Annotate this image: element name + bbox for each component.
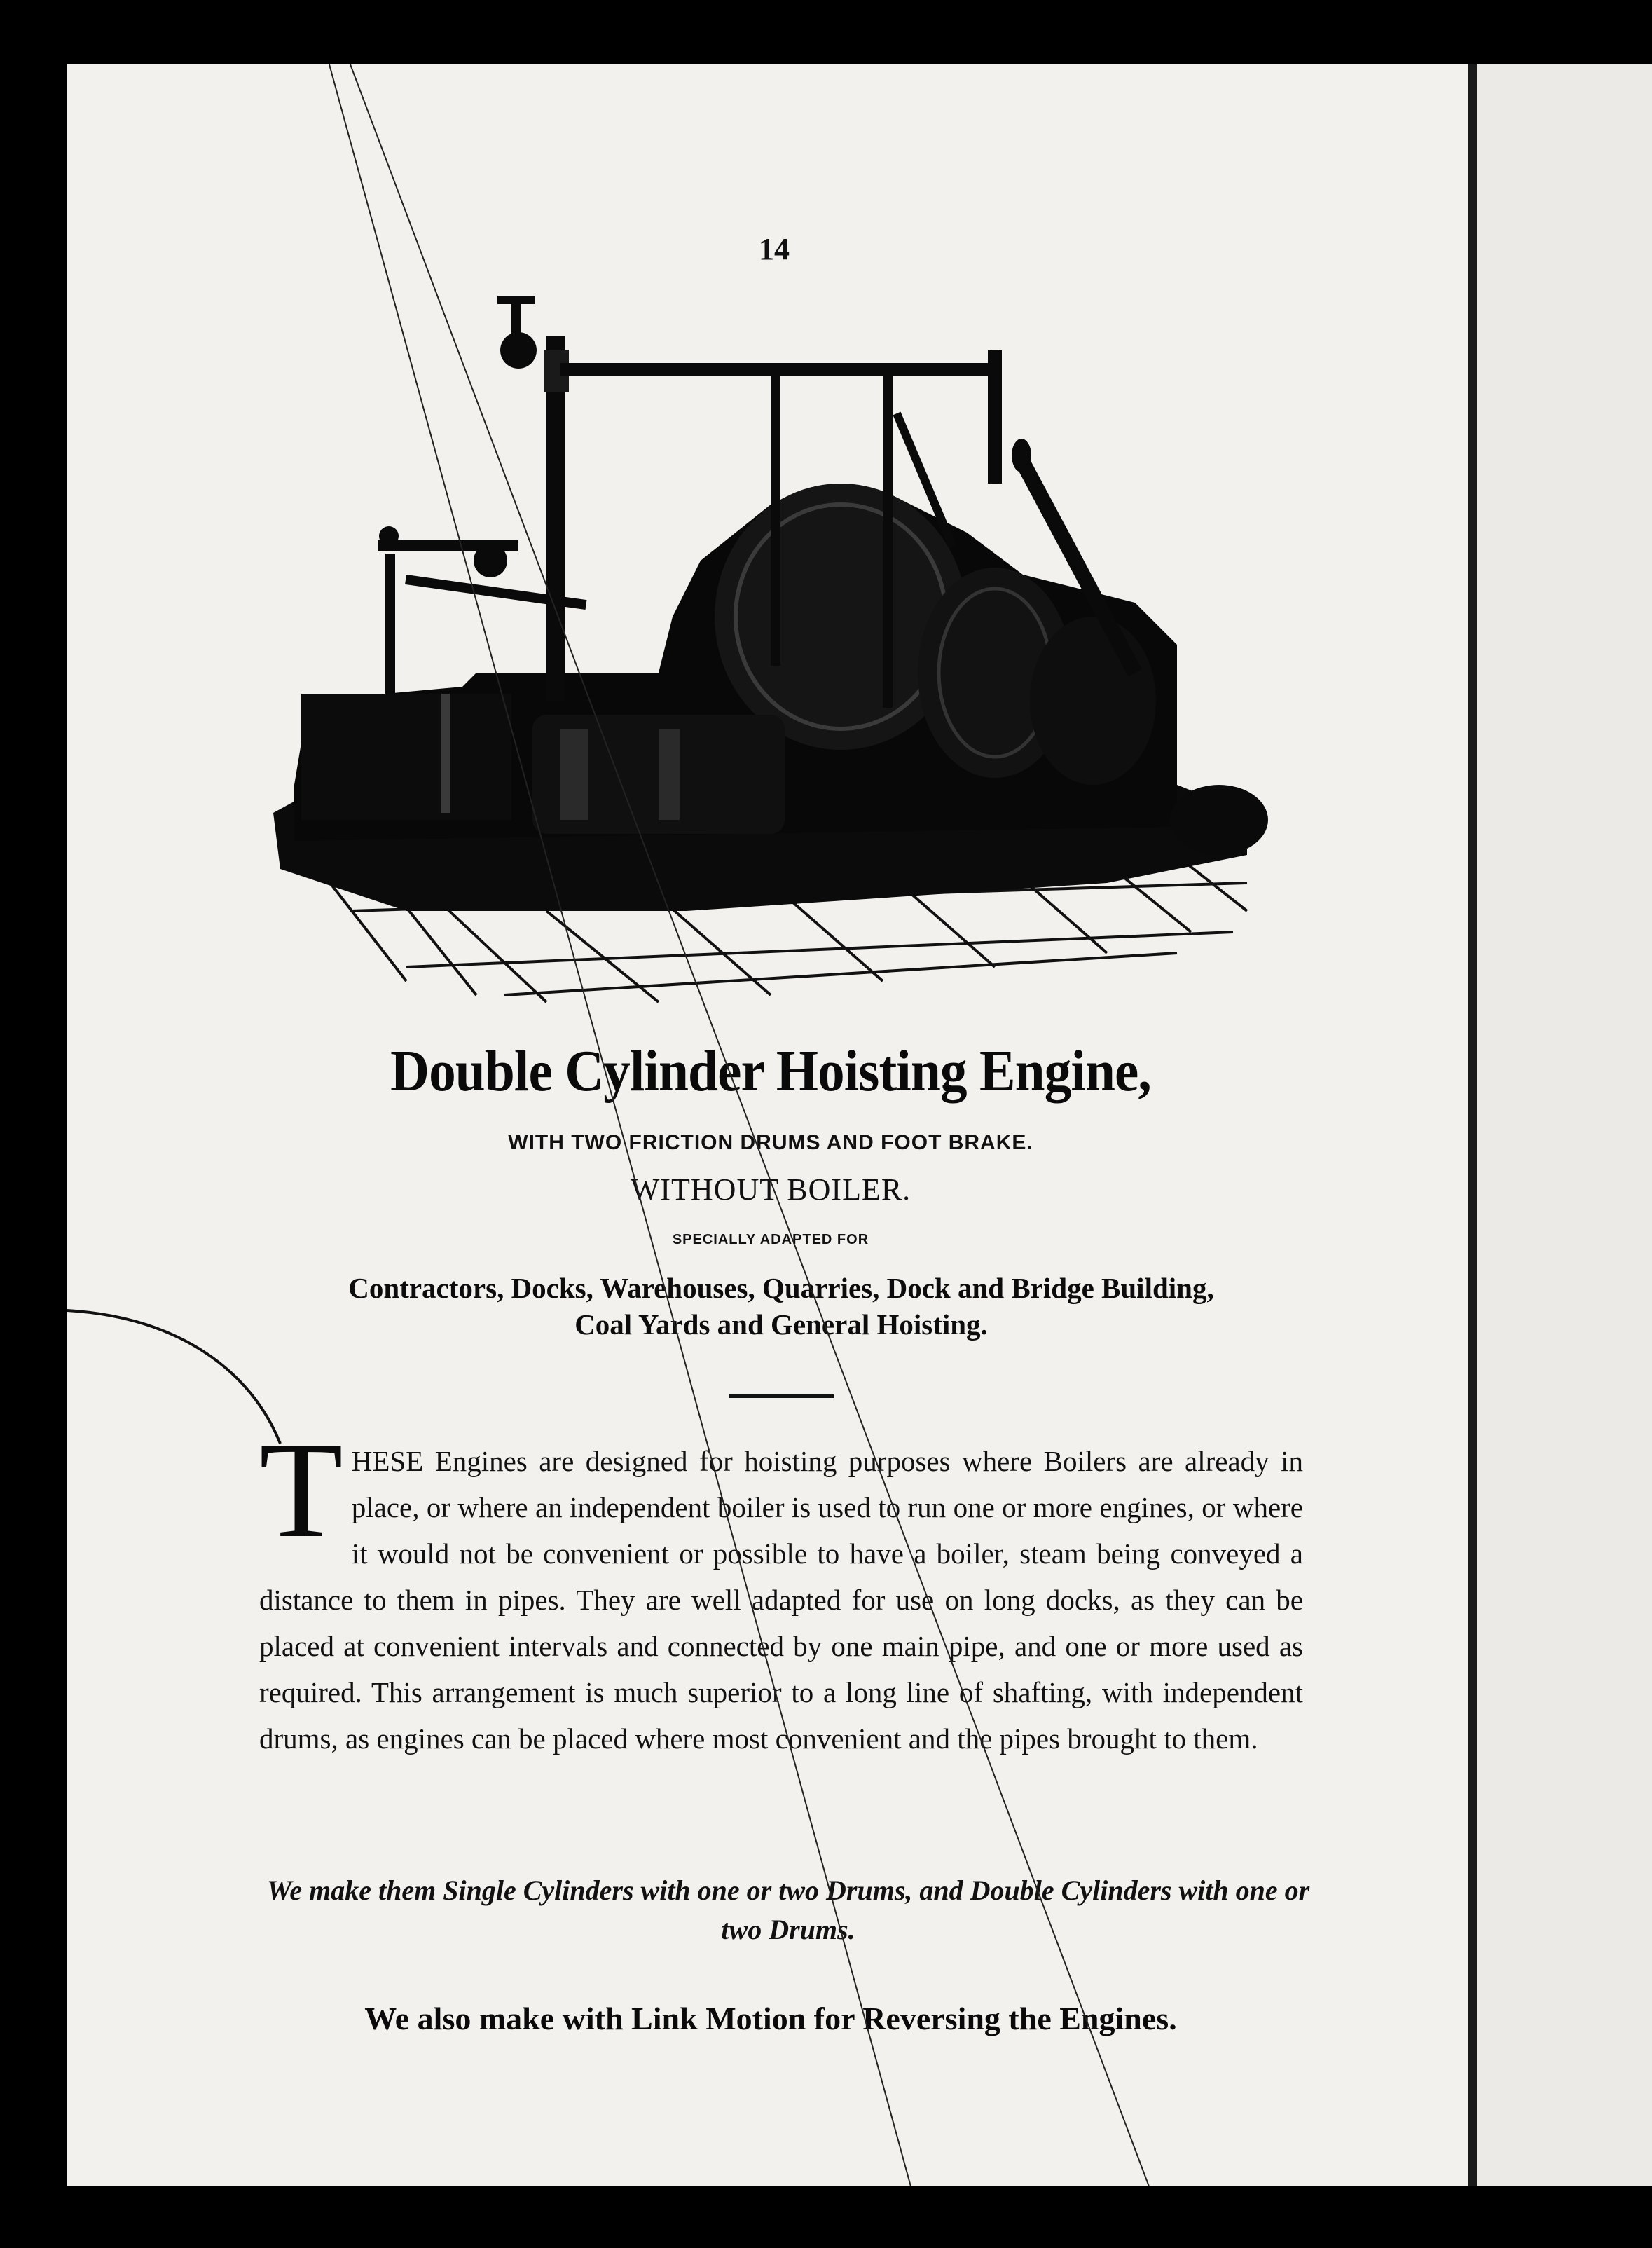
drop-cap: T — [259, 1414, 343, 1566]
page-gutter — [1468, 64, 1477, 2186]
body-paragraph — [259, 1414, 1303, 1762]
without-boiler-line: WITHOUT BOILER. — [630, 1172, 911, 1207]
also-make-line: We also make with Link Motion for Reversing the Engines. — [364, 2001, 1177, 2036]
adjacent-page-edge — [1477, 64, 1652, 2186]
uses-line-1: Contractors, Docks, Warehouses, Quarries, Dock and Bridge Building, — [348, 1272, 1214, 1304]
page-title: Double Cylinder Hoisting Engine, — [390, 1039, 1151, 1104]
section-divider — [729, 1394, 834, 1398]
uses-list — [231, 1270, 1331, 1343]
subtitle: WITH TWO FRICTION DRUMS AND FOOT BRAKE. — [508, 1131, 1033, 1154]
body-text: HESE Engines are designed for hoisting purposes where Boilers are already in place, or where an independent boiler is used to run one or more engines, or where it would not be convenient or possible to have a boiler, steam being conveyed a distance to them in pipes. They are well adapted for use on long docks, as they can be placed at convenient intervals and connected by one main pipe, and one or more used as required. This arrangement is much superior to a long line of shafting, with independent drums, as engines can be placed where most convenient and the pipes brought to them. — [259, 1445, 1303, 1755]
hoisting-engine-illustration — [266, 280, 1289, 1009]
italic-note: We make them Single Cylinders with one or two Drums, and Double Cylinders with one or two Drums. — [266, 1875, 1310, 1945]
uses-line-2: Coal Yards and General Hoisting. — [574, 1308, 988, 1341]
adapted-for-label: SPECIALLY ADAPTED FOR — [672, 1232, 869, 1247]
page-number: 14 — [759, 232, 790, 266]
